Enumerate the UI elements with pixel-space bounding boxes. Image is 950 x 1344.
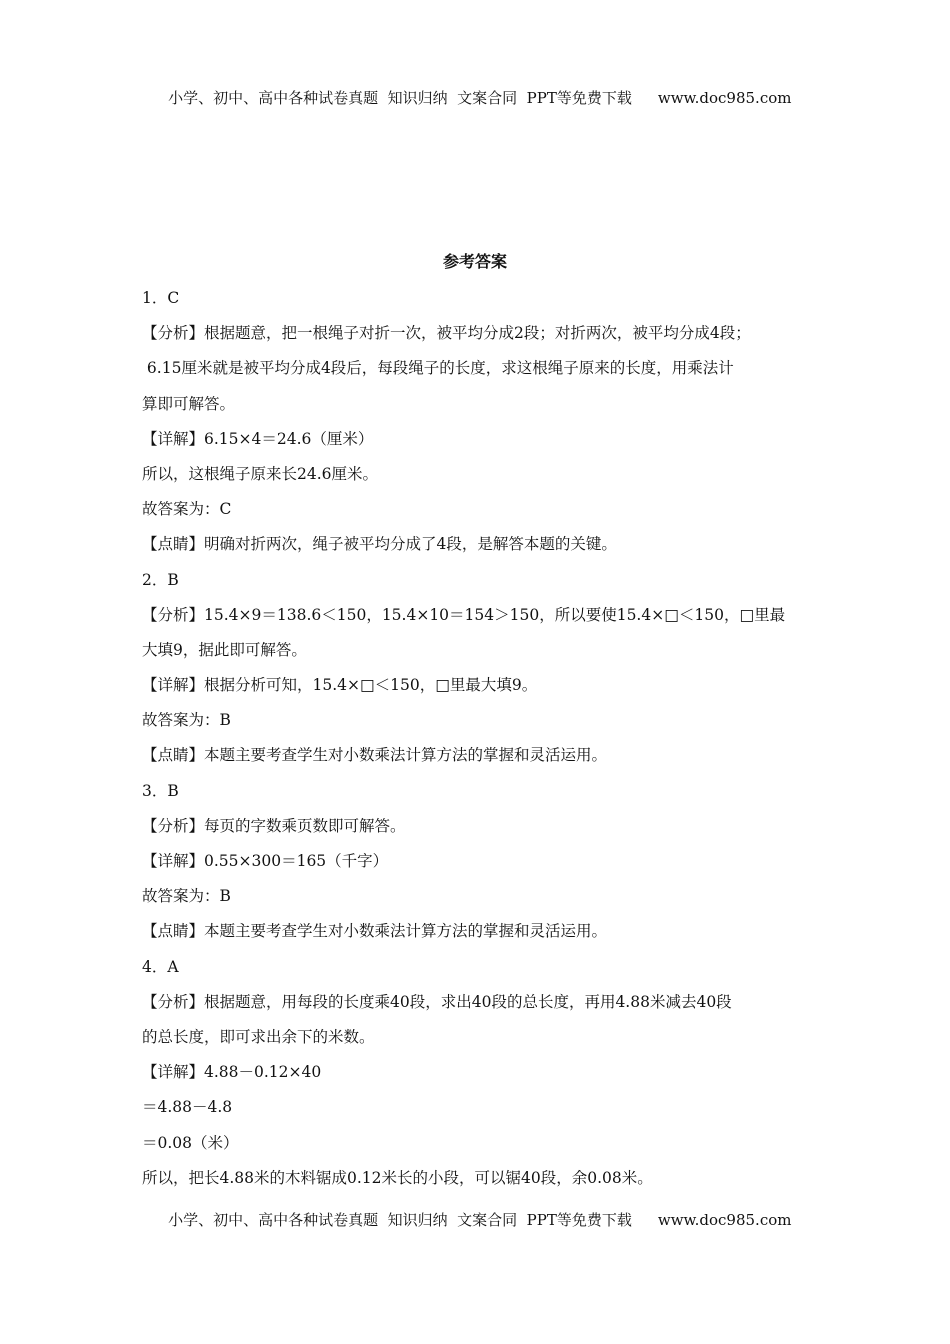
detail-line: 【详解】根据分析可知，15.4×□＜150，□里最大填9。 (142, 676, 538, 695)
detail-line: ＝4.88－4.8 (142, 1098, 233, 1117)
comment-line: 【点睛】明确对折两次，绳子被平均分成了4段，是解答本题的关键。 (142, 535, 617, 554)
detail-line: 所以，这根绳子原来长24.6厘米。 (142, 464, 379, 483)
answer-line: 故答案为：B (142, 887, 231, 906)
answer-content (142, 281, 814, 1196)
analysis-line: 【分析】根据题意，把一根绳子对折一次，被平均分成2段；对折两次，被平均分成4段； (142, 324, 751, 343)
analysis-line: 算即可解答。 (142, 394, 236, 413)
answer-line: 故答案为：C (142, 500, 232, 519)
question-number: 3．B (142, 781, 179, 800)
footer-text: 小学、初中、高中各种试卷真题 知识归纳 文案合同 PPT等免费下载 (168, 1211, 632, 1229)
analysis-line: 【分析】每页的字数乘页数即可解答。 (142, 816, 406, 835)
detail-line: ＝0.08（米） (142, 1133, 239, 1152)
question-number: 1．C (142, 289, 180, 307)
question-number: 2．B (142, 570, 179, 589)
comment-line: 【点睛】本题主要考查学生对小数乘法计算方法的掌握和灵活运用。 (142, 922, 608, 941)
analysis-line: 大填9，据此即可解答。 (142, 640, 307, 659)
analysis-line: 【分析】15.4×9＝138.6＜150，15.4×10＝154＞150，所以要使15.4×□＜150，□里最 (142, 605, 786, 624)
header-url[interactable]: www.doc985.com (657, 89, 792, 107)
page-footer (0, 1191, 950, 1230)
question-number: 4．A (142, 957, 179, 976)
header-text: 小学、初中、高中各种试卷真题 知识归纳 文案合同 PPT等免费下载 (168, 89, 632, 107)
detail-line: 【详解】6.15×4＝24.6（厘米） (142, 429, 374, 448)
page-title: 参考答案 (442, 252, 507, 271)
detail-line: 【详解】0.55×300＝165（千字） (142, 852, 389, 870)
analysis-line: 的总长度，即可求出余下的米数。 (142, 1027, 375, 1046)
comment-line: 【点睛】本题主要考查学生对小数乘法计算方法的掌握和灵活运用。 (142, 746, 608, 765)
page-header (0, 69, 950, 108)
detail-line: 所以，把长4.88米的木料锯成0.12米长的小段，可以锯40段，余0.08米。 (142, 1168, 653, 1187)
detail-line: 【详解】4.88－0.12×40 (142, 1063, 322, 1082)
footer-url[interactable]: www.doc985.com (657, 1211, 792, 1229)
analysis-line: 【分析】根据题意，用每段的长度乘40段，求出40段的总长度，再用4.88米减去40段 (142, 992, 732, 1011)
answer-line: 故答案为：B (142, 711, 231, 730)
analysis-line: 6.15厘米就是被平均分成4段后，每段绳子的长度，求这根绳子原来的长度，用乘法计 (142, 359, 734, 378)
